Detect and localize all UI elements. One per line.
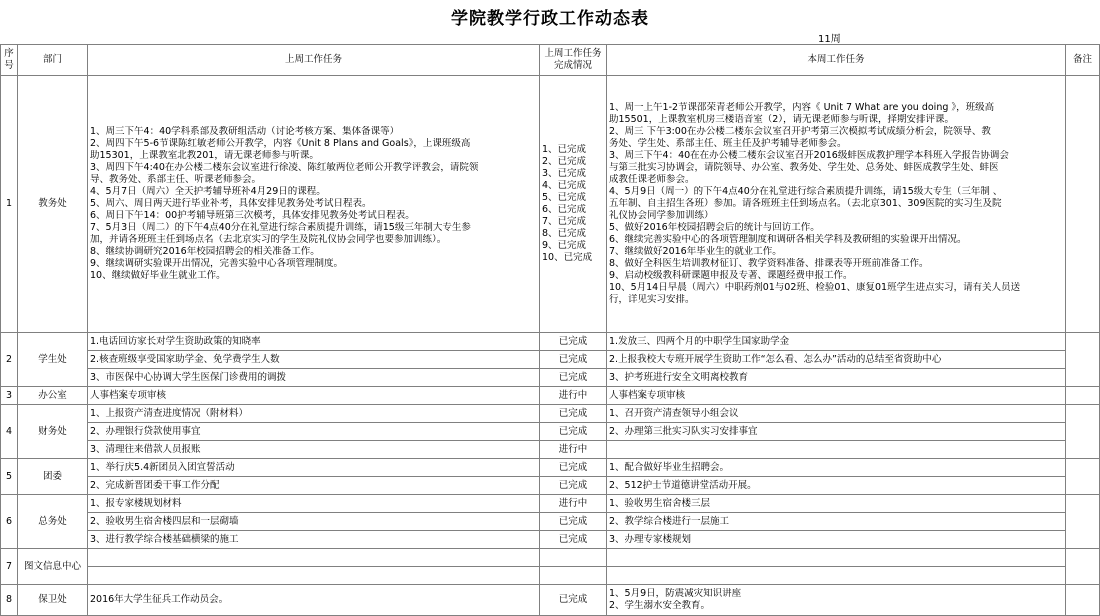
task-line: 4、5月9日（周一）的下午4点40分在礼堂进行综合素质提升训练，请15级大专生（三年制 、 (609, 186, 1003, 197)
table-row (1, 76, 1100, 333)
remark-cell (1066, 405, 1100, 459)
table-row (1, 423, 1100, 441)
status-line: 2、已完成 (542, 156, 587, 167)
row-seq: 3 (1, 387, 18, 405)
last-task-cell: 3、市医保中心协调大学生医保门诊费用的调拨 (88, 369, 540, 387)
page-title: 学院教学行政工作动态表 (451, 9, 649, 29)
status-cell: 已完成 (540, 423, 607, 441)
status-line: 1、已完成 (542, 144, 587, 155)
this-task-cell (607, 567, 1066, 585)
row-dept: 学生处 (18, 333, 88, 387)
remark-cell (1066, 495, 1100, 549)
task-line: 1、5月9日，防震减灾知识讲座 (609, 588, 742, 599)
status-cell: 已完成 (540, 405, 607, 423)
header-remark: 备注 (1066, 45, 1100, 76)
this-task-cell (607, 76, 1066, 333)
last-task-cell: 2、完成新晋团委干事工作分配 (88, 477, 540, 495)
this-task-cell: 2、教学综合楼进行一层施工 (607, 513, 1066, 531)
header-this-tasks: 本周工作任务 (607, 45, 1066, 76)
last-task-cell: 3、清理往来借款人员报账 (88, 441, 540, 459)
last-task-cell: 2016年大学生征兵工作动员会。 (88, 585, 540, 616)
task-line: 10、5月14日早晨（周六）中职药剂01与02班、检验01、康复01班学生进点实习，请有关人员送 (609, 282, 1021, 293)
table-row (1, 477, 1100, 495)
remark-cell (1066, 387, 1100, 405)
task-line: 5、周六、周日两天进行毕业补考，具体安排见教务处考试日程表。 (90, 198, 372, 209)
task-line: 3、周四下午4:40在办公楼二楼东会议室进行徐凌、陈红敏两位老师公开教学评教会，请院领 (90, 162, 479, 173)
status-line: 9、已完成 (542, 240, 587, 251)
task-line: 导、教务处、系部主任、听课老师参会。 (90, 174, 262, 185)
status-cell: 已完成 (540, 459, 607, 477)
row-dept: 保卫处 (18, 585, 88, 616)
last-task-cell: 1.电话回访家长对学生资助政策的知晓率 (88, 333, 540, 351)
status-line: 4、已完成 (542, 180, 587, 191)
task-line: 6、周日下午14：00护考辅导班第三次模考，具体安排见教务处考试日程表。 (90, 210, 415, 221)
remark-cell (1066, 76, 1100, 333)
remark-cell (1066, 549, 1100, 585)
task-line: 9、继续调研实验课开出情况，完善实验中心各项管理制度。 (90, 258, 344, 269)
status-cell: 已完成 (540, 333, 607, 351)
task-line: 5、做好2016年校园招聘会后的统计与回访工作。 (609, 222, 820, 233)
this-task-cell: 1.发放三、四两个月的中职学生国家助学金 (607, 333, 1066, 351)
header-seq: 序号 (1, 45, 18, 76)
this-task-cell (607, 441, 1066, 459)
this-task-cell: 2.上报我校大专班开展学生资助工作“怎么看、怎么办”活动的总结至省资助中心 (607, 351, 1066, 369)
remark-cell (1066, 459, 1100, 495)
remark-cell (1066, 585, 1100, 616)
table-row (1, 351, 1100, 369)
status-cell: 进行中 (540, 495, 607, 513)
row-dept: 教务处 (18, 76, 88, 333)
row-seq: 1 (1, 76, 18, 333)
task-line: 4、5月7日（周六）全天护考辅导班补4月29日的课程。 (90, 186, 326, 197)
status-line: 8、已完成 (542, 228, 587, 239)
last-task-cell (88, 76, 540, 333)
status-line: 6、已完成 (542, 204, 587, 215)
task-line: 助15301，上课教室北教201，请无课老师参与听课。 (90, 150, 319, 161)
status-cell: 已完成 (540, 351, 607, 369)
task-line: 3、周三下午4：40在在办公楼二楼东会议室召开2016级蚌医成教护理学本科班入学报告协调会 (609, 150, 1009, 161)
status-line: 3、已完成 (542, 168, 587, 179)
this-task-cell: 1、验收男生宿舍楼三层 (607, 495, 1066, 513)
task-line: 行，详见实习安排。 (609, 294, 695, 305)
table-row (1, 495, 1100, 513)
status-cell: 进行中 (540, 387, 607, 405)
status-line: 10、已完成 (542, 252, 593, 263)
remark-cell (1066, 333, 1100, 387)
row-seq: 5 (1, 459, 18, 495)
this-task-cell: 3、办理专家楼规划 (607, 531, 1066, 549)
task-line: 2、学生溺水安全教育。 (609, 600, 711, 611)
last-task-cell: 1、报专家楼规划材料 (88, 495, 540, 513)
row-seq: 6 (1, 495, 18, 549)
last-task-cell (88, 549, 540, 567)
task-line: 2、周三 下午3:00在办公楼二楼东会议室召开护考第三次模拟考试成绩分析会，院领导、教 (609, 126, 991, 137)
table-row (1, 405, 1100, 423)
this-task-cell: 2、办理第三批实习队实习安排事宜 (607, 423, 1066, 441)
status-cell: 已完成 (540, 369, 607, 387)
table-row (1, 585, 1100, 616)
status-cell (540, 549, 607, 567)
table-row (1, 369, 1100, 387)
row-dept: 财务处 (18, 405, 88, 459)
this-task-cell (607, 549, 1066, 567)
row-seq: 7 (1, 549, 18, 585)
status-line: 5、已完成 (542, 192, 587, 203)
last-task-cell: 1、举行庆5.4新团员入团宣誓活动 (88, 459, 540, 477)
table-row (1, 333, 1100, 351)
this-task-cell: 2、512护士节道德讲堂活动开展。 (607, 477, 1066, 495)
task-line: 与第三批实习协调会，请院领导、办公室、教务处、学生处、总务处、蚌医成教学生处、蚌医 (609, 162, 999, 173)
row-seq: 8 (1, 585, 18, 616)
row-dept: 总务处 (18, 495, 88, 549)
task-line: 加，并请各班班主任到场点名（去北京实习的学生及院礼仪协会同学也要参加训练）。 (90, 234, 447, 245)
task-line: 9、启动校级教科研课题申报及专著、课题经费申报工作。 (609, 270, 853, 281)
last-task-cell: 2、办理银行贷款使用事宜 (88, 423, 540, 441)
last-task-cell: 2.核查班级享受国家助学金、免学费学生人数 (88, 351, 540, 369)
task-line: 礼仪协会同学参加训练） (609, 210, 714, 221)
row-seq: 4 (1, 405, 18, 459)
task-line: 务处、学生处、系部主任、班主任及护考辅导老师参会。 (609, 138, 847, 149)
status-cell: 已完成 (540, 585, 607, 616)
table-row (1, 441, 1100, 459)
task-line: 五年制、自主招生各班）参加。请各班班主任到场点名。（去北京301、309医院的实习生及院 (609, 198, 1002, 209)
table-row (1, 459, 1100, 477)
last-task-cell: 3、进行教学综合楼基础横梁的施工 (88, 531, 540, 549)
status-cell (540, 567, 607, 585)
task-line: 8、继续协调研究2016年校园招聘会的相关准备工作。 (90, 246, 320, 257)
row-dept: 办公室 (18, 387, 88, 405)
last-task-cell (88, 567, 540, 585)
task-line: 6、继续完善实验中心的各项管理制度和调研各相关学科及教研组的实验课开出情况。 (609, 234, 967, 245)
status-cell: 已完成 (540, 513, 607, 531)
row-dept: 图文信息中心 (18, 549, 88, 585)
this-task-cell: 1、配合做好毕业生招聘会。 (607, 459, 1066, 477)
header-row (1, 45, 1100, 76)
task-line: 2、周四下午5-6节课陈红敏老师公开教学，内容《Unit 8 Plans and Goals》，上课班级高 (90, 138, 471, 149)
last-task-cell: 1、上报资产清查进度情况（附材料） (88, 405, 540, 423)
status-cell: 进行中 (540, 441, 607, 459)
task-line: 10、继续做好毕业生就业工作。 (90, 270, 226, 281)
status-line: 7、已完成 (542, 216, 587, 227)
status-cell: 已完成 (540, 477, 607, 495)
work-table (0, 44, 1100, 616)
task-line: 1、周三下午4：40学科系部及教研组活动（讨论考核方案、集体备课等） (90, 126, 400, 137)
this-task-cell: 1、召开资产清查领导小组会议 (607, 405, 1066, 423)
task-line: 1、周一上午1-2节课邵荣青老师公开教学，内容《 Unit 7 What are you doing 》，班级高 (609, 102, 995, 113)
task-line: 7、继续做好2016年毕业生的就业工作。 (609, 246, 782, 257)
table-row (1, 567, 1100, 585)
this-task-cell: 3、护考班进行安全文明离校教育 (607, 369, 1066, 387)
task-line: 7、5月3日（周二）的下午4点40分在礼堂进行综合素质提升训练，请15级三年制大专生参 (90, 222, 471, 233)
week-label: 11周 (818, 34, 841, 45)
table-row (1, 549, 1100, 567)
header-dept: 部门 (18, 45, 88, 76)
header-last-status: 上周工作任务完成情况 (540, 45, 607, 76)
status-cell (540, 76, 607, 333)
last-task-cell: 2、验收男生宿舍楼四层和一层砌墙 (88, 513, 540, 531)
task-line: 成教任课老师参会。 (609, 174, 695, 185)
task-line: 8、做好全科医生培训教材征订、教学资料准备、排课表等开班前准备工作。 (609, 258, 929, 269)
table-row (1, 513, 1100, 531)
status-cell: 已完成 (540, 531, 607, 549)
last-task-cell: 人事档案专项审核 (88, 387, 540, 405)
task-line: 助15501，上课教室机房三楼语音室（2），请无课老师参与听课，择期安排评课。 (609, 114, 955, 125)
header-last-tasks: 上周工作任务 (88, 45, 540, 76)
this-task-cell (607, 585, 1066, 616)
row-seq: 2 (1, 333, 18, 387)
table-row (1, 387, 1100, 405)
this-task-cell: 人事档案专项审核 (607, 387, 1066, 405)
row-dept: 团委 (18, 459, 88, 495)
